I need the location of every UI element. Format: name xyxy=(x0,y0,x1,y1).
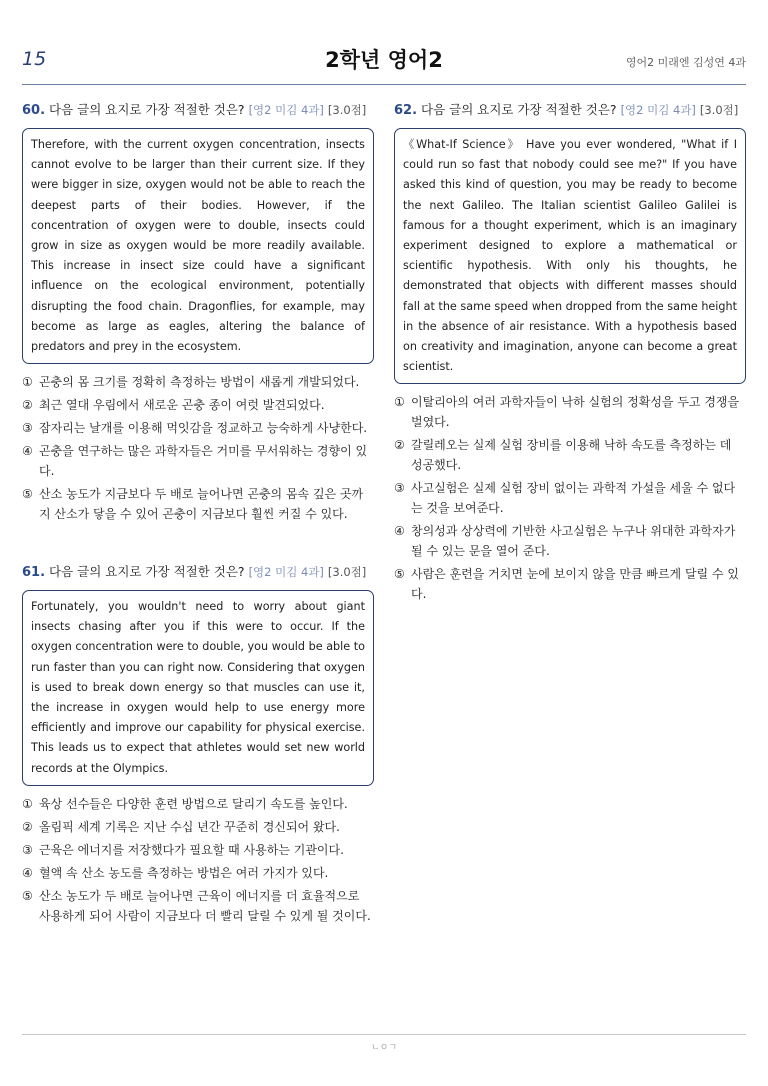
choice-list xyxy=(22,794,374,926)
question-number: 60. xyxy=(22,103,46,118)
choice-text: 곤충을 연구하는 많은 과학자들은 거미를 무서워하는 경향이 있다. xyxy=(39,444,368,479)
choice-text: 산소 농도가 두 배로 늘어나면 근육이 에너지를 더 효율적으로 사용하게 되어 사람이 지금보다 더 빨리 달릴 수 있게 될 것이다. xyxy=(39,888,371,923)
choice-text: 잠자리는 날개를 이용해 먹잇감을 정교하고 능숙하게 사냥한다. xyxy=(39,421,368,436)
choice-text: 육상 선수들은 다양한 훈련 방법으로 달리기 속도를 높인다. xyxy=(39,796,348,811)
question-points: [3.0점] xyxy=(327,103,367,117)
question-points: [3.0점] xyxy=(327,565,367,579)
choice-mark: ③ xyxy=(22,842,33,857)
choice-mark: ⑤ xyxy=(22,888,33,903)
choice-mark: ⑤ xyxy=(22,487,33,502)
choice-mark: ④ xyxy=(394,524,405,539)
passage-box: 《What-If Science》 Have you ever wondered, "What if I could run so fast that nobody could see me?" If you have asked this kind of question, you may be ready to become the next Galileo. The Italian scientist Galileo Galilei is famous for a thought experiment, which is an imaginary experiment designed to explore a mathematical or scientific hypothesis. With only his thoughts, he demonstrated that objects with different masses should fall at the same speed when dropped from the same height in the absence of air resistance. With a hypothesis based on creativity and imagination, anyone can become a great scientist. xyxy=(394,128,746,384)
footer-divider xyxy=(22,1034,746,1035)
choice-mark: ① xyxy=(22,796,33,811)
question-prompt: 다음 글의 요지로 가장 적절한 것은? xyxy=(49,102,245,117)
page-title: 2학년 영어2 xyxy=(325,48,443,72)
choice-item[interactable] xyxy=(22,863,374,883)
choice-mark: ④ xyxy=(22,865,33,880)
choice-text: 이탈리아의 여러 과학자들이 낙하 실험의 정확성을 두고 경쟁을 벌였다. xyxy=(411,395,740,430)
choice-item[interactable] xyxy=(22,395,374,415)
choice-text: 근육은 에너지를 저장했다가 필요할 때 사용하는 기관이다. xyxy=(39,842,344,857)
choice-item[interactable] xyxy=(22,418,374,438)
passage-box: Fortunately, you wouldn't need to worry about giant insects chasing after you if this were to occur. If the oxygen concentration were to double, you would be able to run faster than you can right now. Considering that oxygen is used to break down energy so that muscles can use it, the increase in oxygen would help to use energy more efficiently and improve our capability for physical exercise. This leads us to expect that athletes would set new world records at the Olympics. xyxy=(22,590,374,786)
choice-item[interactable] xyxy=(22,372,374,392)
choice-list xyxy=(394,392,746,604)
question-prompt: 다음 글의 요지로 가장 적절한 것은? xyxy=(421,102,617,117)
choice-item[interactable] xyxy=(22,794,374,814)
choice-item[interactable] xyxy=(22,441,374,481)
choice-mark: ② xyxy=(22,819,33,834)
choice-item[interactable] xyxy=(394,435,746,475)
choice-mark: ② xyxy=(394,438,405,453)
choice-text: 최근 열대 우림에서 새로운 곤충 종이 여럿 발견되었다. xyxy=(39,398,325,413)
question-header xyxy=(22,100,374,118)
question-points: [3.0점] xyxy=(699,103,739,117)
page-header xyxy=(22,40,746,85)
choice-mark: ① xyxy=(394,395,405,410)
question-number: 62. xyxy=(394,103,418,118)
question-source: [영2 미김 4과] xyxy=(248,103,324,117)
question-60 xyxy=(22,100,374,527)
passage-box: Therefore, with the current oxygen concentration, insects cannot evolve to be larger than their current size. If they were bigger in size, oxygen would not be able to reach the deepest parts of their bodies. However, if the concentration of oxygen were to double, insects could grow in size as oxygen would be more readily available. This increase in insect size could have a significant influence on the ecological environment, potentially disrupting the food chain. Dragonflies, for example, may become as large as eagles, altering the balance of predators and prey in the ecosystem. xyxy=(22,128,374,364)
question-prompt: 다음 글의 요지로 가장 적절한 것은? xyxy=(49,564,245,579)
choice-item[interactable] xyxy=(22,484,374,524)
choice-text: 산소 농도가 지금보다 두 배로 늘어나면 곤충의 몸속 깊은 곳까지 산소가 닿을 수 있어 곤충이 지금보다 훨씬 커질 수 있다. xyxy=(39,487,364,522)
question-number: 61. xyxy=(22,565,46,580)
question-source: [영2 미김 4과] xyxy=(620,103,696,117)
exam-meta: 영어2 미래엔 김성연 4과 xyxy=(625,56,746,69)
choice-text: 곤충의 몸 크기를 정확히 측정하는 방법이 새롭게 개발되었다. xyxy=(39,375,360,390)
choice-mark: ① xyxy=(22,375,33,390)
choice-item[interactable] xyxy=(22,817,374,837)
choice-mark: ⑤ xyxy=(394,567,405,582)
choice-text: 사람은 훈련을 거치면 눈에 보이지 않을 만큼 빠르게 달릴 수 있다. xyxy=(411,567,739,602)
choice-item[interactable] xyxy=(394,564,746,604)
question-header xyxy=(22,562,374,580)
choice-mark: ② xyxy=(22,398,33,413)
choice-text: 올림픽 세계 기록은 지난 수십 년간 꾸준히 경신되어 왔다. xyxy=(39,819,340,834)
choice-text: 창의성과 상상력에 기반한 사고실험은 누구나 위대한 과학자가 될 수 있는 문을 열어 준다. xyxy=(411,524,736,559)
choice-mark: ④ xyxy=(22,444,33,459)
question-62 xyxy=(394,100,746,607)
choice-text: 갈릴레오는 실제 실험 장비를 이용해 낙하 속도를 측정하는 데 성공했다. xyxy=(411,438,732,473)
page-number: 15 xyxy=(22,48,47,70)
choice-text: 사고실험은 실제 실험 장비 없이는 과학적 가설을 세울 수 없다는 것을 보여준다. xyxy=(411,481,736,516)
choice-item[interactable] xyxy=(394,478,746,518)
question-source: [영2 미김 4과] xyxy=(248,565,324,579)
choice-mark: ③ xyxy=(22,421,33,436)
choice-item[interactable] xyxy=(22,886,374,926)
choice-item[interactable] xyxy=(394,521,746,561)
question-header xyxy=(394,100,746,118)
choice-text: 혈액 속 산소 농도를 측정하는 방법은 여러 가지가 있다. xyxy=(39,865,329,880)
question-61 xyxy=(22,562,374,929)
choice-mark: ③ xyxy=(394,481,405,496)
choice-item[interactable] xyxy=(394,392,746,432)
choice-list xyxy=(22,372,374,524)
footer-text: ㄴㅇㄱ xyxy=(370,1043,398,1053)
choice-item[interactable] xyxy=(22,840,374,860)
